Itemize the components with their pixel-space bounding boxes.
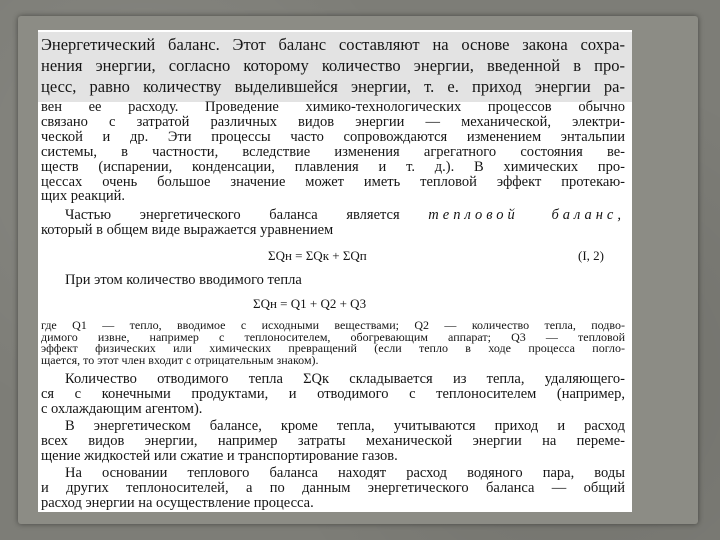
text-line: цесс, равно количеству выделившейся энергии, т. е. приход энергии ра- bbox=[41, 77, 625, 96]
text-line: расход энергии на осуществление процесса. bbox=[41, 494, 314, 511]
equation-heat-balance: ΣQн = ΣQк + ΣQп bbox=[268, 248, 367, 263]
text-line: При этом количество вводимого тепла bbox=[65, 272, 302, 288]
paragraph-other-energy bbox=[41, 419, 625, 464]
text-line bbox=[41, 208, 625, 223]
text-line: ществ (испарении, конденсации, плавления и т. д.). В химических про- bbox=[41, 158, 625, 175]
text-line: димого извне, например с теплоносителем, обогревающим аппарат; Q3 — тепловой bbox=[41, 329, 625, 344]
intro-heat-input bbox=[41, 273, 625, 288]
text-line: Энергетический баланс. Этот баланс составляют на основе закона сохра- bbox=[41, 35, 625, 54]
text-line: эффект физических или химических превращений (если тепло в ходе процесса погло- bbox=[41, 341, 625, 356]
text-line: и других теплоносителей, а по данным энергетического баланса — общий bbox=[41, 479, 625, 496]
paragraph-where-definitions bbox=[41, 320, 625, 366]
text-line: вен ее расходу. Проведение химико-технологических процессов обычно bbox=[41, 99, 625, 115]
paragraph-heat-balance bbox=[41, 208, 625, 238]
text-line: нения энергии, согласно которому количество энергии, введенной в про- bbox=[41, 56, 625, 75]
emphasis-heat-balance: тепловой баланс, bbox=[428, 207, 625, 223]
text-line: На основании теплового баланса находят расход водяного пара, воды bbox=[65, 465, 625, 481]
equation-heat-input: ΣQн = Q1 + Q2 + Q3 bbox=[253, 296, 367, 311]
paragraph-conclusion bbox=[41, 466, 625, 511]
paragraph-heat-output bbox=[41, 372, 625, 417]
paragraph-energy-processes bbox=[41, 100, 625, 204]
text-line: всех видов энергии, например затраты механической энергии на переме- bbox=[41, 432, 625, 449]
text-line: В энергетическом балансе, кроме тепла, учитываются приход и расход bbox=[65, 418, 625, 434]
text-line: ся с конечными продуктами, и отводимого с теплоносителем (например, bbox=[41, 385, 625, 402]
text-line: Количество отводимого тепла ΣQк складывается из тепла, удаляющего- bbox=[65, 371, 625, 387]
text-line: где Q1 — тепло, вводимое с исходными веществами; Q2 — количество тепла, подво- bbox=[41, 318, 625, 332]
text-line: который в общем виде выражается уравнением bbox=[41, 221, 334, 238]
text-line: системы, в частности, вследствие изменения агрегатного состояния ве- bbox=[41, 143, 625, 160]
text-line: щение жидкостей или сжатие и транспортирование газов. bbox=[41, 447, 398, 464]
scanned-page bbox=[38, 30, 632, 512]
text-line: цессах очень большое значение может иметь тепловой эффект протекаю- bbox=[41, 173, 625, 190]
text-fragment: Частью энергетического баланса является bbox=[65, 207, 400, 223]
text-line: с охлаждающим агентом). bbox=[41, 400, 203, 417]
paragraph-energy-balance-intro bbox=[41, 34, 625, 97]
text-line: ческой и др. Эти процессы часто сопровождаются изменением энтальпии bbox=[41, 128, 625, 145]
equation-number: (I, 2) bbox=[578, 248, 604, 263]
text-line: щих реакций. bbox=[41, 188, 126, 205]
text-line: щается, то этот член входит с отрицательным знаком). bbox=[41, 352, 319, 367]
text-line: связано с затратой различных видов энергии — механической, электри- bbox=[41, 113, 625, 130]
